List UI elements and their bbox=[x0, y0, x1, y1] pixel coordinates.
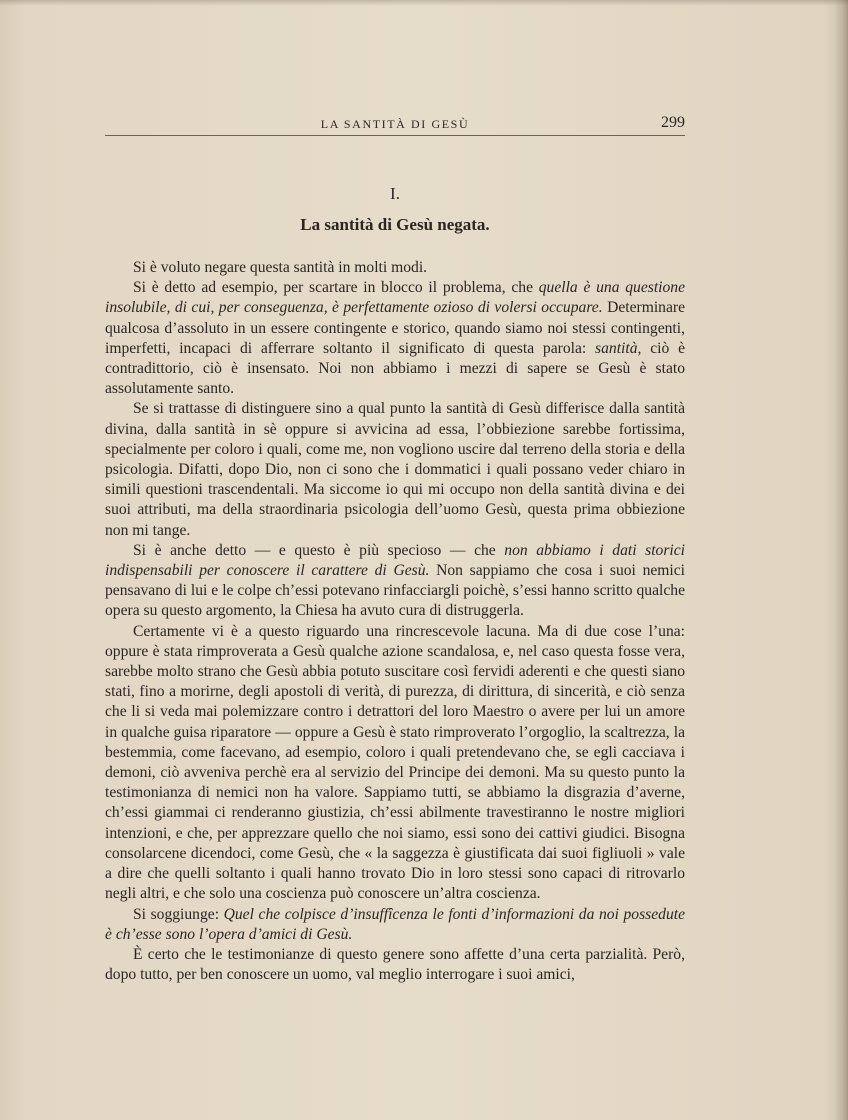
text-segment: Si è detto ad esempio, per scartare in blocco il problema, che bbox=[133, 279, 539, 297]
section-title: La santità di Gesù negata. bbox=[300, 215, 490, 234]
paragraph bbox=[105, 399, 685, 540]
italic-segment: santità, bbox=[595, 339, 642, 357]
text-segment: Non sappiamo che cosa i suoi nemici pensavano di lui e le colpe ch’essi potevano rinfacciargli poichè, s’essi hanno scritto qualche opera su questo argomento, la Chiesa ha avuto cura di distruggerla. bbox=[105, 562, 686, 620]
page-top-shadow bbox=[0, 0, 848, 6]
page-number: 299 bbox=[661, 114, 685, 131]
paragraph bbox=[105, 541, 685, 622]
paragraph bbox=[105, 258, 685, 278]
italic-segment: non abbiamo i dati storici indispensabili per conoscere il carattere di Gesù. bbox=[105, 541, 685, 580]
text-segment: Si è voluto negare questa santità in molti modi. bbox=[133, 259, 428, 276]
text-segment: Determinare qualcosa d’assoluto in un essere contingente e storico, quando siamo noi stessi contingenti, imperfetti, incapaci di afferrare soltanto il significato di questa parola: bbox=[105, 299, 685, 357]
paragraph bbox=[105, 905, 685, 945]
body-text bbox=[105, 258, 685, 985]
text-segment: Si è anche detto — e questo è più specioso — che bbox=[133, 541, 505, 559]
section-number: I. bbox=[390, 184, 400, 203]
paragraph bbox=[105, 278, 685, 399]
paragraph bbox=[105, 622, 685, 905]
page-right-edge bbox=[834, 0, 848, 1120]
text-segment: È certo che le testimonianze di questo genere sono affette d’una certa parzialità. Però, dopo tutto, per ben conoscere un uomo, val meglio interrogare i suoi amici, bbox=[105, 945, 685, 984]
running-head bbox=[105, 114, 685, 138]
running-head-title: LA SANTITÀ DI GESÙ bbox=[320, 117, 470, 131]
text-segment: Se si trattasse di distinguere sino a qual punto la santità di Gesù differisce dalla santità divina, dalla santità in sè oppure si avvicina ad essa, l’obbiezione sarebbe fortissima, specialmente per coloro i quali, come me, non vogliono uscire dal terreno della storia e della psicologia. Difatti, dopo Dio, non ci sono che i dommatici i quali possano veder chiaro in simili questioni trascendentali. Ma siccome io qui mi occupo non della santità divina e dei suoi attributi, ma della straordinaria psicologia dell’uomo Gesù, questa prima obbiezione non mi tange. bbox=[105, 400, 685, 539]
text-segment: Certamente vi è a questo riguardo una rincrescevole lacuna. Ma di due cose l’una: oppure è stata rimproverata a Gesù qualche azione scandalosa, e, nel caso questa fosse vera, sarebbe molto strano che Gesù abbia potuto suscitare così fervidi aderenti e che questi siano stati, fino a morirne, degli apostoli di verità, di purezza, di dirittura, di sincerità, e ciò senza che li si veda mai polemizzare contro i detrattori del loro Maestro o avere per lui un amore in qualche guisa riparatore — oppure a Gesù è stato rimproverato l’orgoglio, la scaltrezza, la bestemmia, come facevano, ad esempio, coloro i quali pretendevano che, se egli cacciava i demoni, ciò avveniva perchè era al servizio del Principe dei demoni. Ma su questo punto la testimonianza di nemici non ha valore. Sappiamo tutti, se abbiamo la disgrazia d’averne, ch’essi giammai ci renderanno giustizia, ch’essi abilmente travestiranno le nostre migliori intenzioni, e che, per apprezzare quello che noi siamo, essi sono dei cattivi giudici. Bisogna consolarcene dicendoci, come Gesù, che « la saggezza è giustificata dai suoi figliuoli » vale a dire che quelli soltanto i quali hanno trovato Dio in loro stessi sono capaci di ritrovarlo negli altri, e che solo una coscienza può conoscere un’altra coscienza. bbox=[105, 622, 685, 903]
italic-segment: quella è una questione insolubile, di cui, per conseguenza, è perfettamente ozioso di volersi occupare. bbox=[105, 279, 686, 317]
italic-segment: Quel che colpisce d’insuffîcenza le fonti d’informazioni da noi possedute è ch’esse sono l’opera d’amici di Gesù. bbox=[105, 905, 685, 943]
paragraph bbox=[105, 945, 685, 985]
text-segment: ciò è contradittorio, ciò è insensato. Noi non abbiamo i mezzi di sapere se Gesù è stato assolutamente santo. bbox=[105, 339, 685, 398]
running-head-rule bbox=[105, 135, 685, 136]
text-segment: Si soggiunge: bbox=[133, 905, 224, 923]
